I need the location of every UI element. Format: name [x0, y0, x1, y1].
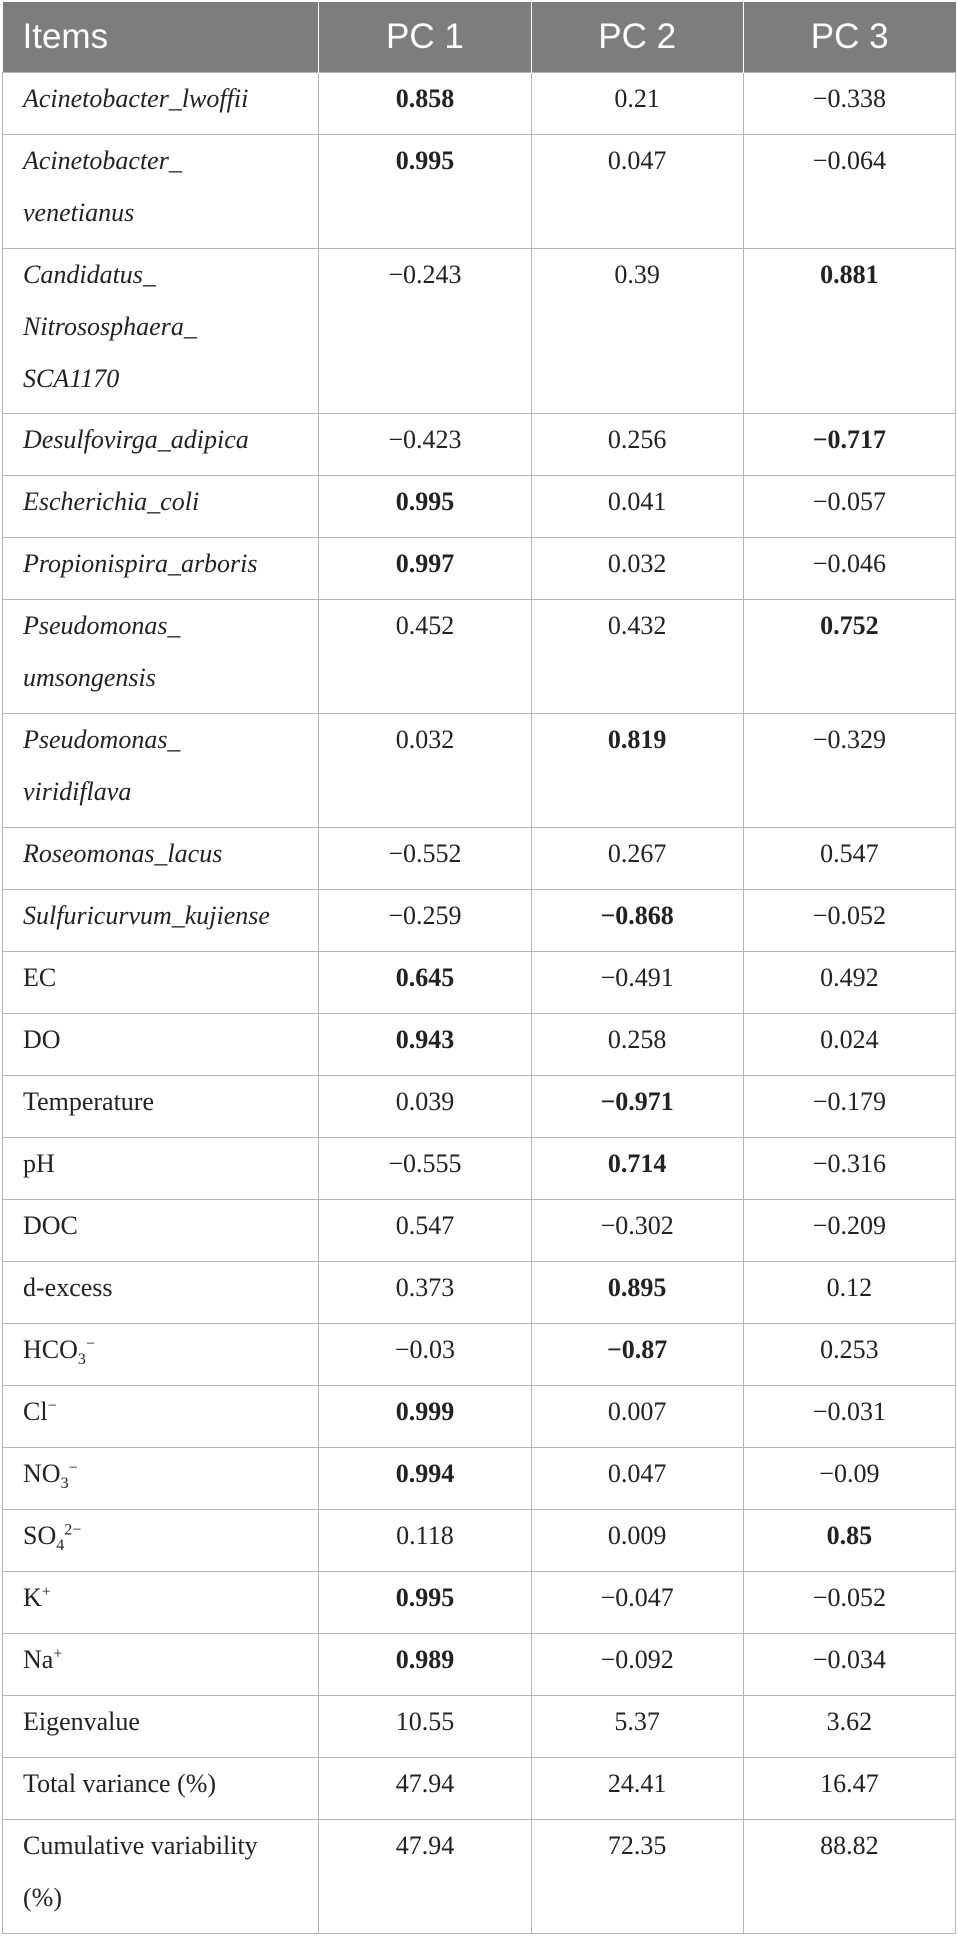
row-item: Roseomonas_lacus — [3, 828, 319, 890]
cell-pc1: 0.645 — [319, 952, 531, 1014]
row-item-line: viridiflava — [23, 777, 132, 806]
formula-sub: 3 — [77, 1351, 86, 1369]
cell-pc1: 0.858 — [319, 73, 531, 135]
table-row — [3, 1634, 956, 1696]
row-item: pH — [3, 1138, 319, 1200]
formula-base: Cl — [23, 1397, 48, 1426]
cell-pc2: 0.047 — [531, 135, 743, 249]
cell-pc1: −0.423 — [319, 414, 531, 476]
table-row — [3, 952, 956, 1014]
cell-pc3: 0.024 — [743, 1014, 955, 1076]
cell-pc1: 47.94 — [319, 1820, 531, 1934]
table-row — [3, 1572, 956, 1634]
cell-pc2: 0.256 — [531, 414, 743, 476]
cell-pc3: −0.052 — [743, 1572, 955, 1634]
table-row — [3, 1262, 956, 1324]
row-item-line: Acinetobacter_ — [23, 146, 182, 175]
formula-sup: + — [41, 1583, 51, 1601]
row-item-line: Pseudomonas_ — [23, 725, 181, 754]
formula-sub: 4 — [56, 1537, 65, 1555]
row-item-line: Nitrososphaera_ — [23, 312, 197, 341]
cell-pc1: 0.118 — [319, 1510, 531, 1572]
row-item: DOC — [3, 1200, 319, 1262]
pca-loadings-table — [2, 2, 956, 1934]
row-item: Sulfuricurvum_kujiense — [3, 890, 319, 952]
table-row — [3, 714, 956, 828]
row-item — [3, 249, 319, 414]
cell-pc2: 0.895 — [531, 1262, 743, 1324]
row-item: Propionispira_arboris — [3, 538, 319, 600]
row-item: EC — [3, 952, 319, 1014]
cell-pc1: 0.989 — [319, 1634, 531, 1696]
table-row — [3, 73, 956, 135]
header-items: Items — [3, 2, 319, 73]
cell-pc3: 0.547 — [743, 828, 955, 890]
row-item: Desulfovirga_adipica — [3, 414, 319, 476]
row-item: Total variance (%) — [3, 1758, 319, 1820]
formula-base: K — [23, 1583, 42, 1612]
cell-pc2: 0.819 — [531, 714, 743, 828]
cell-pc3: −0.09 — [743, 1448, 955, 1510]
table-row — [3, 828, 956, 890]
cell-pc2: −0.971 — [531, 1076, 743, 1138]
table-row — [3, 600, 956, 714]
cell-pc2: 72.35 — [531, 1820, 743, 1934]
table-row — [3, 249, 956, 414]
table-row — [3, 1014, 956, 1076]
header-pc1: PC 1 — [319, 2, 531, 73]
cell-pc2: 0.21 — [531, 73, 743, 135]
formula-sup: − — [68, 1459, 78, 1477]
cell-pc1: −0.555 — [319, 1138, 531, 1200]
cell-pc1: 0.995 — [319, 135, 531, 249]
row-item — [3, 600, 319, 714]
cell-pc3: −0.046 — [743, 538, 955, 600]
cell-pc2: 5.37 — [531, 1696, 743, 1758]
row-item — [3, 1448, 319, 1510]
cell-pc1: −0.259 — [319, 890, 531, 952]
cell-pc2: 0.714 — [531, 1138, 743, 1200]
table-row — [3, 1820, 956, 1934]
cell-pc1: 0.999 — [319, 1386, 531, 1448]
table-row — [3, 1386, 956, 1448]
formula-sub: 3 — [60, 1475, 69, 1493]
cell-pc2: −0.047 — [531, 1572, 743, 1634]
formula-base: NO — [23, 1459, 61, 1488]
cell-pc2: 0.258 — [531, 1014, 743, 1076]
cell-pc2: 0.39 — [531, 249, 743, 414]
formula-sup: 2− — [64, 1521, 82, 1539]
cell-pc1: 0.039 — [319, 1076, 531, 1138]
row-item-line: venetianus — [23, 198, 135, 227]
cell-pc3: −0.052 — [743, 890, 955, 952]
table-row — [3, 1138, 956, 1200]
cell-pc2: 0.032 — [531, 538, 743, 600]
cell-pc1: 0.994 — [319, 1448, 531, 1510]
formula-sup: − — [85, 1335, 95, 1353]
row-item: DO — [3, 1014, 319, 1076]
cell-pc1: −0.03 — [319, 1324, 531, 1386]
row-item — [3, 1324, 319, 1386]
table-row — [3, 476, 956, 538]
row-item — [3, 714, 319, 828]
cell-pc3: −0.717 — [743, 414, 955, 476]
table-row — [3, 538, 956, 600]
cell-pc3: 0.881 — [743, 249, 955, 414]
cell-pc2: −0.092 — [531, 1634, 743, 1696]
formula-base: HCO — [23, 1335, 78, 1364]
row-item — [3, 1386, 319, 1448]
cell-pc2: 0.267 — [531, 828, 743, 890]
cell-pc1: 0.547 — [319, 1200, 531, 1262]
cell-pc1: 0.373 — [319, 1262, 531, 1324]
cell-pc3: 3.62 — [743, 1696, 955, 1758]
cell-pc3: −0.209 — [743, 1200, 955, 1262]
cell-pc3: −0.034 — [743, 1634, 955, 1696]
table-row — [3, 1696, 956, 1758]
cell-pc3: 88.82 — [743, 1820, 955, 1934]
cell-pc2: 0.432 — [531, 600, 743, 714]
row-item: Acinetobacter_lwoffii — [3, 73, 319, 135]
cell-pc1: −0.243 — [319, 249, 531, 414]
row-item-line: (%) — [23, 1883, 62, 1912]
row-item — [3, 135, 319, 249]
row-item-line: Cumulative variability — [23, 1831, 258, 1860]
row-item: d-excess — [3, 1262, 319, 1324]
cell-pc1: 0.995 — [319, 1572, 531, 1634]
row-item — [3, 1572, 319, 1634]
cell-pc3: −0.316 — [743, 1138, 955, 1200]
cell-pc3: −0.031 — [743, 1386, 955, 1448]
table-row — [3, 1510, 956, 1572]
row-item — [3, 1634, 319, 1696]
cell-pc2: −0.302 — [531, 1200, 743, 1262]
cell-pc2: 0.007 — [531, 1386, 743, 1448]
row-item: Escherichia_coli — [3, 476, 319, 538]
table-row — [3, 890, 956, 952]
formula-sup: − — [47, 1397, 57, 1415]
table-row — [3, 414, 956, 476]
table-row — [3, 1200, 956, 1262]
cell-pc1: 0.997 — [319, 538, 531, 600]
formula-base: SO — [23, 1521, 57, 1550]
cell-pc2: 24.41 — [531, 1758, 743, 1820]
cell-pc1: −0.552 — [319, 828, 531, 890]
cell-pc2: 0.047 — [531, 1448, 743, 1510]
table-row — [3, 1448, 956, 1510]
cell-pc2: 0.041 — [531, 476, 743, 538]
cell-pc2: −0.87 — [531, 1324, 743, 1386]
cell-pc1: 47.94 — [319, 1758, 531, 1820]
cell-pc3: −0.057 — [743, 476, 955, 538]
row-item — [3, 1510, 319, 1572]
header-pc2: PC 2 — [531, 2, 743, 73]
cell-pc3: 0.492 — [743, 952, 955, 1014]
cell-pc1: 10.55 — [319, 1696, 531, 1758]
cell-pc3: −0.064 — [743, 135, 955, 249]
cell-pc3: −0.179 — [743, 1076, 955, 1138]
table-row — [3, 135, 956, 249]
table-row — [3, 1758, 956, 1820]
cell-pc1: 0.995 — [319, 476, 531, 538]
cell-pc2: −0.868 — [531, 890, 743, 952]
formula-base: Na — [23, 1645, 54, 1674]
cell-pc2: −0.491 — [531, 952, 743, 1014]
header-pc3: PC 3 — [743, 2, 955, 73]
row-item — [3, 1820, 319, 1934]
row-item-line: umsongensis — [23, 663, 156, 692]
cell-pc1: 0.452 — [319, 600, 531, 714]
row-item: Eigenvalue — [3, 1696, 319, 1758]
cell-pc3: 16.47 — [743, 1758, 955, 1820]
cell-pc3: 0.253 — [743, 1324, 955, 1386]
cell-pc3: 0.85 — [743, 1510, 955, 1572]
formula-sup: + — [53, 1645, 63, 1663]
row-item-line: Pseudomonas_ — [23, 611, 181, 640]
table-row — [3, 1324, 956, 1386]
header-row — [3, 2, 956, 73]
cell-pc3: −0.338 — [743, 73, 955, 135]
cell-pc3: 0.752 — [743, 600, 955, 714]
cell-pc2: 0.009 — [531, 1510, 743, 1572]
row-item-line: Candidatus_ — [23, 260, 156, 289]
cell-pc1: 0.032 — [319, 714, 531, 828]
row-item: Temperature — [3, 1076, 319, 1138]
cell-pc1: 0.943 — [319, 1014, 531, 1076]
cell-pc3: −0.329 — [743, 714, 955, 828]
row-item-line: SCA1170 — [23, 364, 120, 393]
table-row — [3, 1076, 956, 1138]
cell-pc3: 0.12 — [743, 1262, 955, 1324]
